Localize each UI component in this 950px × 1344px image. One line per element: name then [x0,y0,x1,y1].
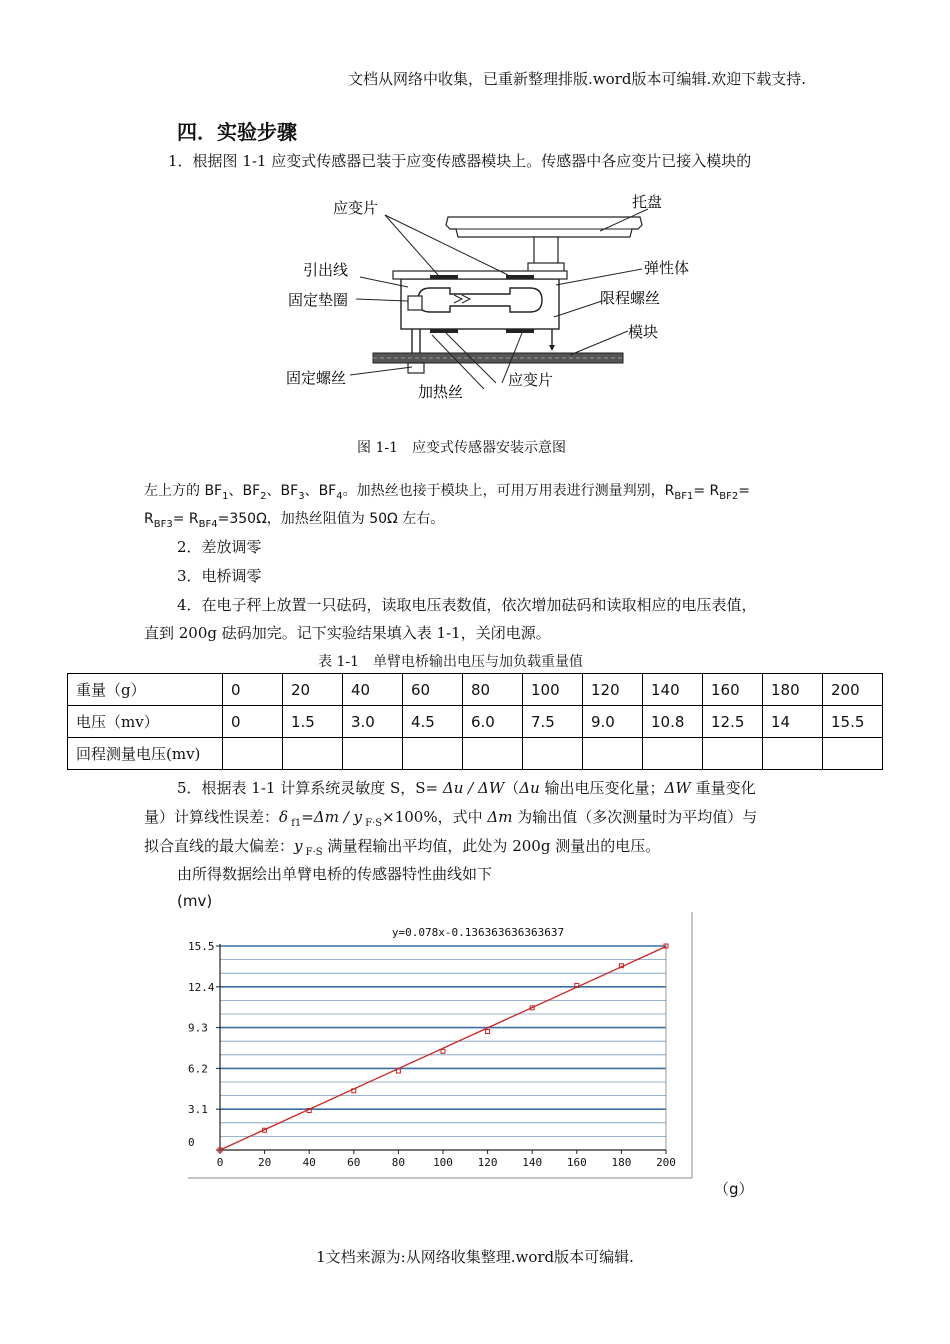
characteristic-curve-chart [180,908,700,1183]
step1-line3: $R_{BF3}= R_{BF4}=350\Omega$，加热丝阻值为 50Ω 左右。 [144,511,445,530]
x-tick-label: 160 [566,1156,587,1169]
label-lead-wire: 引出线 [303,261,349,279]
x-tick-label: 20 [257,1156,272,1169]
table-cell: 6.0 [463,706,523,738]
table-cell [763,738,823,770]
section-title: 四．实验步骤 [177,120,297,144]
x-tick-label: 80 [391,1156,406,1169]
label-strain-gauge-top: 应变片 [333,199,379,217]
table-cell: 40 [343,674,403,706]
sensor-installation-diagram [270,185,710,415]
step1-line2: 左上方的 $BF_1$、$BF_2$、$BF_3$、$BF_4$。加热丝也接于模块上，可用万用表进行测量判别，$R_{BF1}= R_{BF2}=$ [144,483,750,502]
table-cell [703,738,763,770]
table-row [68,674,883,706]
table-cell: 120 [583,674,643,706]
step5-line2: 量）计算线性误差：δ $_{f1}$=Δm / y $_{F\cdot S}$×100%，式中 Δm 为输出值（多次测量时为平均值）与 [144,808,758,829]
table-cell: 14 [763,706,823,738]
figure-caption: 图 1-1 应变式传感器安装示意图 [357,440,566,456]
step5-line1: 5．根据表 1-1 计算系统灵敏度 S，S= Δu / ΔW（Δu 输出电压变化量；ΔW 重量变化 [177,779,756,797]
strain-gauge-bottom-2 [506,329,534,333]
label-fixed-washer: 固定垫圈 [288,291,349,309]
label-heater-wire: 加热丝 [418,383,464,401]
fixed-washer [408,296,422,310]
y-tick-label: 3.1 [188,1103,208,1117]
label-tray: 托盘 [632,193,663,211]
strain-gauge-bottom-1 [430,329,458,333]
table-cell: 3.0 [343,706,403,738]
label-strain-gauge-bottom: 应变片 [508,371,554,389]
step1-line1: 1．根据图 1-1 应变式传感器已装于应变传感器模块上。传感器中各应变片已接入模块的 [168,152,752,170]
step4-line2: 直到 200g 砝码加完。记下实验结果填入表 1-1，关闭电源。 [144,624,551,642]
table-cell: 4.5 [403,706,463,738]
step5-line3: 拟合直线的最大偏差：y $_{F\cdot S}$ 满量程输出平均值，此处为 200g 测量出的电压。 [144,837,661,858]
table-cell: 140 [643,674,703,706]
table-cell: 100 [523,674,583,706]
table-cell [583,738,643,770]
label-module: 模块 [628,323,659,341]
strain-gauge-top-2 [506,275,534,279]
page-footer: 1文档来源为:从网络收集整理.word版本可编辑. [316,1248,634,1266]
table-cell: 160 [703,674,763,706]
chart-xlabel: （g） [714,1180,754,1198]
table-cell [223,738,283,770]
table-cell [463,738,523,770]
step2: 2．差放调零 [177,538,262,556]
table-cell: 200 [823,674,883,706]
x-tick-label: 60 [347,1156,361,1169]
x-tick-label: 140 [522,1156,543,1169]
table-cell [403,738,463,770]
table-cell: 15.5 [823,706,883,738]
table-cell [283,738,343,770]
table-cell: 9.0 [583,706,643,738]
table-cell [823,738,883,770]
table-cell: 60 [403,674,463,706]
table-cell [643,738,703,770]
x-tick-label: 40 [302,1156,316,1169]
label-elastic-body: 弹性体 [644,259,690,277]
x-tick-label: 180 [611,1156,632,1169]
x-tick-label: 200 [656,1156,676,1169]
y-tick-label: 9.3 [188,1021,208,1035]
y-tick-label: 12.4 [188,980,215,994]
x-tick-label: 100 [433,1156,453,1169]
table-cell: 180 [763,674,823,706]
table-cell: 0 [223,674,283,706]
y-tick-label: 0 [188,1136,195,1149]
fixed-screw [408,363,424,373]
table-cell: 20 [283,674,343,706]
table-cell [343,738,403,770]
step3: 3．电桥调零 [177,567,262,585]
table-cell: 0 [223,706,283,738]
table-cell: 80 [463,674,523,706]
chart-title: y=0.078x-0.136363636363637 [391,926,565,939]
data-table [67,673,883,770]
table-caption: 表 1-1 单臂电桥输出电压与加负载重量值 [318,654,583,670]
row-label: 重量（g） [68,674,223,706]
x-tick-label: 0 [216,1156,224,1169]
chart-ylabel: (mv) [177,892,213,910]
table-cell: 1.5 [283,706,343,738]
table-row [68,706,883,738]
table-cell [523,738,583,770]
table-cell: 12.5 [703,706,763,738]
page-header: 文档从网络中收集，已重新整理排版.word版本可编辑.欢迎下载支持. [348,70,806,88]
curve-intro: 由所得数据绘出单臂电桥的传感器特性曲线如下 [177,865,493,883]
chart-frame [188,912,692,1178]
x-tick-label: 120 [477,1156,498,1169]
row-label: 电压（mv） [68,706,223,738]
step4-line1: 4．在电子秤上放置一只砝码，读取电压表数值，依次增加砝码和读取相应的电压表值， [177,596,757,614]
table-cell: 10.8 [643,706,703,738]
y-tick-label: 6.2 [188,1062,208,1076]
y-tick-label: 15.5 [188,940,215,953]
row-label: 回程测量电压(mv) [68,738,223,770]
strain-gauge-top-1 [430,275,458,279]
tray-shape [446,217,642,237]
elastic-body [401,279,559,329]
table-row [68,738,883,770]
label-fixed-screw: 固定螺丝 [286,369,347,387]
label-limit-screw: 限程螺丝 [600,289,661,307]
table-cell: 7.5 [523,706,583,738]
